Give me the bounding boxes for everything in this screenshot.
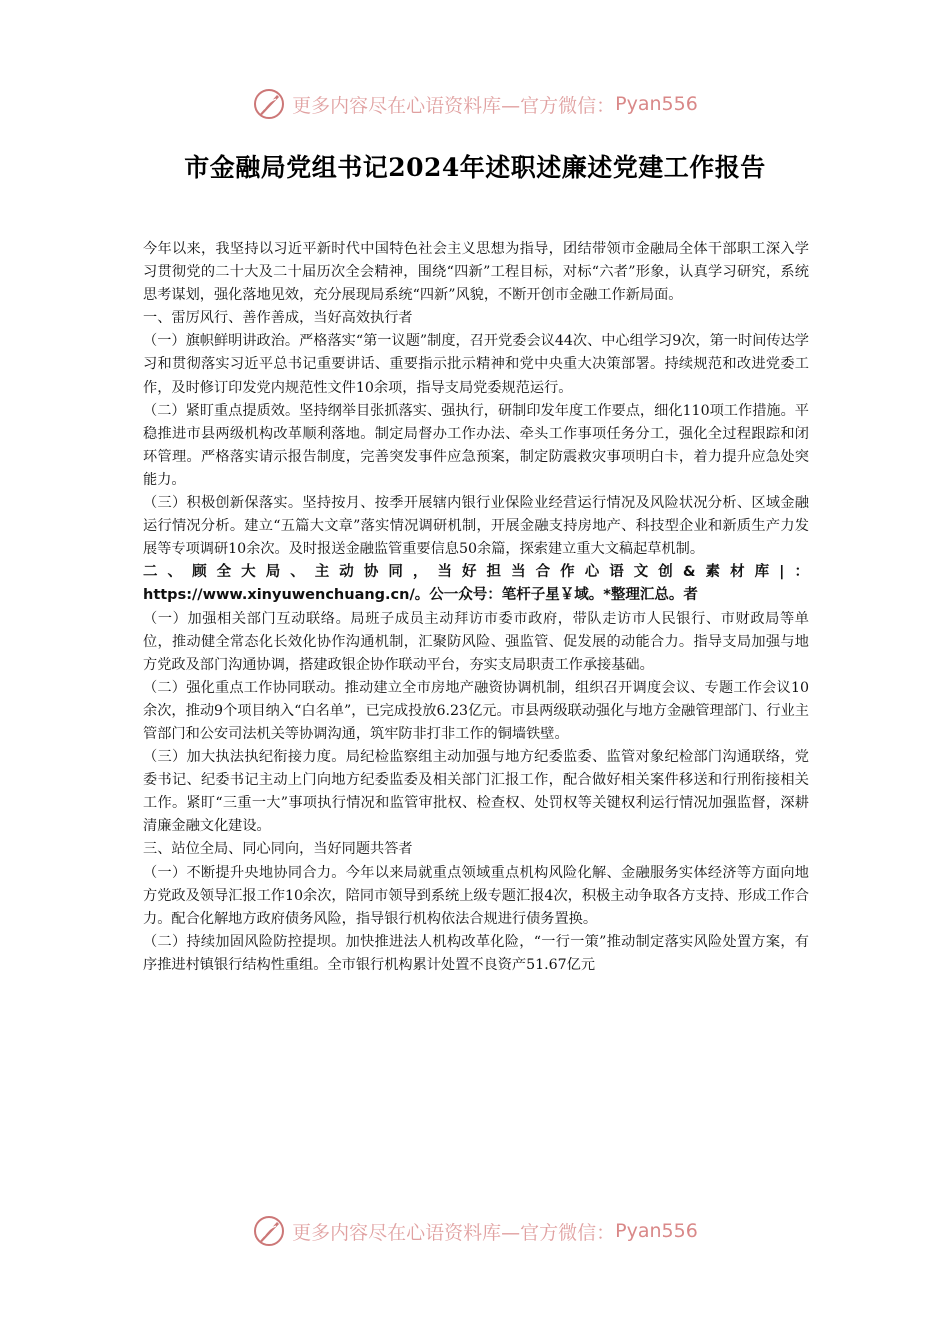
document-body [143,238,809,977]
quill-pen-seal-icon [252,1214,286,1248]
watermark-wechat-id: Pyan556 [615,1220,698,1242]
paragraph: （二）紧盯重点提质效。坚持纲举目张抓落实、强执行，研制印发年度工作要点，细化110项工作措施。平稳推进市县两级机构改革顺利落地。制定局督办工作办法、牵头工作事项任务分工，强化全过程跟踪和闭环管理。严格落实请示报告制度，完善突发事件应急预案，制定防震救灾事项明白卡，着力提升应急处突能力。 [143,402,809,488]
paragraph: （三）加大执法执纪衔接力度。局纪检监察组主动加强与地方纪委监委、监管对象纪检部门沟通联络，党委书记、纪委书记主动上门向地方纪委监委及相关部门汇报工作，配合做好相关案件移送和行刑衔接相关工作。紧盯“三重一大”事项执行情况和监管审批权、检查权、处罚权等关键权利运行情况加强监督，深耕清廉金融文化建设。 [143,749,809,835]
document-title: 市金融局党组书记2024年述职述廉述党建工作报告 [184,153,766,182]
paragraph: （二）持续加固风险防控提坝。加快推进法人机构改革化险，“一行一策”推动制定落实风险处置方案，有序推进村镇银行结构性重组。全市银行机构累计处置不良资产51.67亿元 [143,933,809,973]
section-heading-2: 二、顾全大局、主动协同，当好担当合作心语文创&素材库|：https://www.xinyuwenchuang.cn/。公一众号：笔杆子星￥域。*整理汇总。者 [143,564,809,604]
paragraph: （二）强化重点工作协同联动。推动建立全市房地产融资协调机制，组织召开调度会议、专题工作会议10余次，推动9个项目纳入“白名单”，已完成投放6.23亿元。市县两级联动强化与地方金融管理部门、行业主管部门和公安司法机关等协调沟通，筑牢防非打非工作的铜墙铁壁。 [143,679,809,742]
watermark-text: 更多内容尽在心语资料库—官方微信： [292,1221,616,1244]
watermark-banner-bottom [0,1211,950,1251]
paragraph: （一）不断提升央地协同合力。今年以来局就重点领域重点机构风险化解、金融服务实体经济等方面向地方党政及领导汇报工作10余次，陪同市领导到系统上级专题汇报4次，积极主动争取各方支持、形成工作合力。配合化解地方政府债务风险，指导银行机构依法合规进行债务置换。 [143,864,809,927]
paragraph: （三）积极创新保落实。坚持按月、按季开展辖内银行业保险业经营运行情况及风险状况分析、区域金融运行情况分析。建立“五篇大文章”落实情况调研机制，开展金融支持房地产、科技型企业和新质生产力发展等专项调研10余次。及时报送金融监管重要信息50余篇，探索建立重大文稿起草机制。 [143,495,809,558]
paragraph: （一）旗帜鲜明讲政治。严格落实“第一议题”制度，召开党委会议44次、中心组学习9次，第一时间传达学习和贯彻落实习近平总书记重要讲话、重要指示批示精神和党中央重大决策部署。持续规范和改进党委工作，及时修订印发党内规范性文件10余项，指导支局党委规范运行。 [143,333,809,396]
quill-pen-seal-icon [252,87,286,121]
section-heading-3: 三、站位全局、同心同向，当好同题共答者 [143,841,413,858]
paragraph: （一）加强相关部门互动联络。局班子成员主动拜访市委市政府，带队走访市人民银行、市财政局等单位，推动健全常态化长效化协作沟通机制，汇聚防风险、强监管、促发展的动能合力。指导支局加强与地方党政及部门沟通协调，搭建政银企协作联动平台，夯实支局职责工作承接基础。 [143,610,809,673]
watermark-text: 更多内容尽在心语资料库—官方微信： [292,94,616,117]
watermark-wechat-id: Pyan556 [615,93,698,115]
paragraph-intro: 今年以来，我坚持以习近平新时代中国特色社会主义思想为指导，团结带领市金融局全体干部职工深入学习贯彻党的二十大及二十届历次全会精神，围绕“四新”工程目标，对标“六者”形象，认真学习研究，系统思考谋划，强化落地见效，充分展现局系统“四新”风貌，不断开创市金融工作新局面。 [143,241,809,304]
watermark-banner-top [0,84,950,124]
section-heading-1: 一、雷厉风行、善作善成，当好高效执行者 [143,310,413,327]
